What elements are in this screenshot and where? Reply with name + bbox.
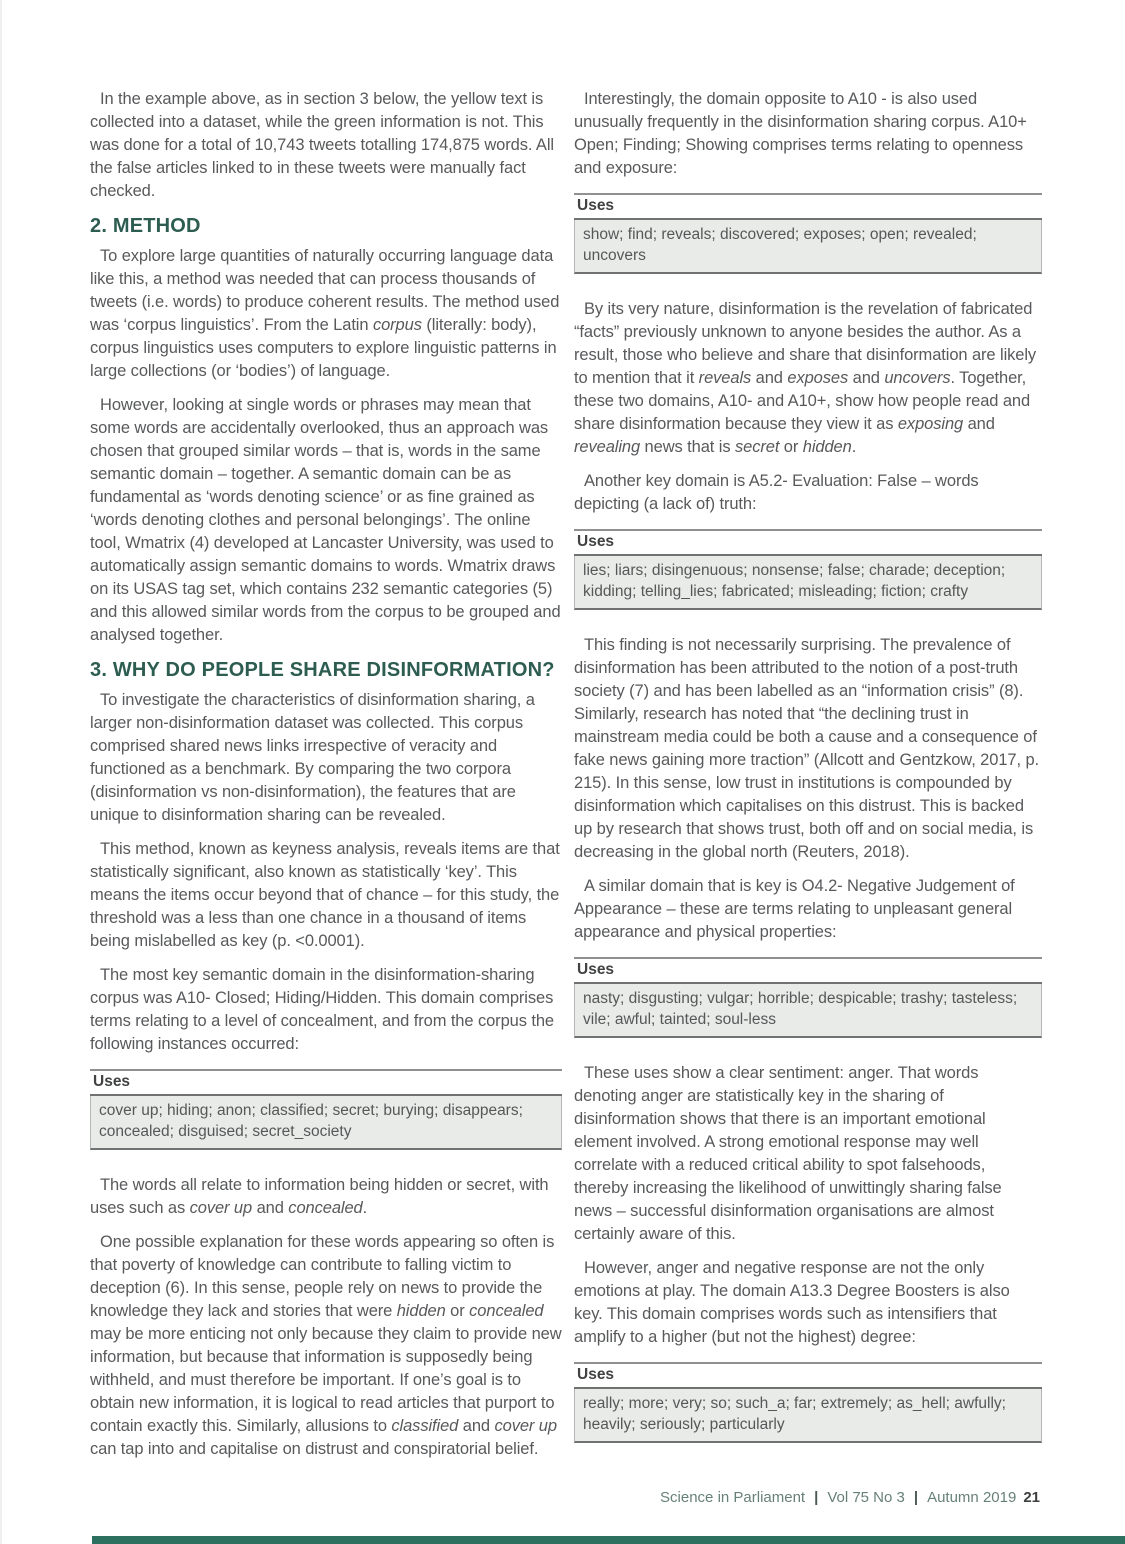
- uses-table-terms: lies; liars; disingenuous; nonsense; false; charade; deception; kidding; telling_lies; fabricated; misleading; fiction; crafty: [574, 556, 1042, 610]
- paragraph-hidden-secret: The words all relate to information being hidden or secret, with uses such as cover up and concealed.: [90, 1176, 549, 1217]
- uses-table-header: Uses: [574, 957, 1042, 984]
- paragraph-example-dataset: In the example above, as in section 3 below, the yellow text is collected into a dataset, while the green information is not. This was done for a total of 10,743 tweets totalling 174,875 words. All the false articles linked to in these tweets were manually fact checked.: [90, 90, 554, 200]
- uses-table-terms: really; more; very; so; such_a; far; extremely; as_hell; awfully; heavily; seriously; particularly: [574, 1389, 1042, 1443]
- section-heading-method: 2. METHOD: [90, 215, 201, 237]
- paragraph-a10-plus-domain: Interestingly, the domain opposite to A10 - is also used unusually frequently in the disinformation sharing corpus. A10+ Open; Finding; Showing comprises terms relating to openness and exposure:: [574, 90, 1027, 177]
- left-column: [90, 88, 562, 1472]
- paragraph-benchmark-corpus: To investigate the characteristics of disinformation sharing, a larger non-disinformation dataset was collected. This corpus comprised shared news links irrespective of veracity and functioned as a benchmark. By comparing the two corpora (disinformation vs non-disinformation), the features that are unique to disinformation sharing can be revealed.: [90, 691, 535, 824]
- uses-table-a10-closed: [90, 1069, 562, 1150]
- uses-table-a10-open: [574, 193, 1042, 274]
- uses-table-header: Uses: [574, 529, 1042, 556]
- paragraph-degree-boosters: However, anger and negative response are not the only emotions at play. The domain A13.3 Degree Boosters is also key. This domain comprises words such as intensifiers that amplify to a higher (but not the highest) degree:: [574, 1259, 1010, 1346]
- paragraph-revelation-fabricated: By its very nature, disinformation is the revelation of fabricated “facts” previously unknown to anyone besides the author. As a result, those who believe and share that disinformation are likely to mention that it reveals and exposes and uncovers. Together, these two domains, A10- and A10+, show how people read and share disinformation because they view it as exposing and revealing news that is secret or hidden.: [574, 300, 1037, 456]
- section-heading-why-share: 3. WHY DO PEOPLE SHARE DISINFORMATION?: [90, 659, 555, 681]
- paragraph-a52-evaluation-false: Another key domain is A5.2- Evaluation: False – words depicting (a lack of) truth:: [574, 472, 979, 513]
- paragraph-a10-closed-domain: The most key semantic domain in the disinformation-sharing corpus was A10- Closed; Hiding/Hidden. This domain comprises terms relating to a level of concealment, and from the corpus the following instances occurred:: [90, 966, 554, 1053]
- uses-table-header: Uses: [574, 193, 1042, 220]
- uses-table-header: Uses: [90, 1069, 562, 1096]
- uses-table-terms: cover up; hiding; anon; classified; secret; burying; disappears; concealed; disguised; secret_society: [90, 1096, 562, 1150]
- footer-separator: |: [913, 1489, 919, 1506]
- paragraph-corpus-linguistics: To explore large quantities of naturally occurring language data like this, a method was needed that can process thousands of tweets (i.e. words) to produce coherent results. The method used was ‘corpus linguistics’. From the Latin corpus (literally: body), corpus linguistics uses computers to explore linguistic patterns in large collections (or ‘bodies’) of language.: [90, 247, 560, 380]
- uses-table-a52-false: [574, 529, 1042, 610]
- uses-table-header: Uses: [574, 1362, 1042, 1389]
- uses-table-a133-boosters: [574, 1362, 1042, 1443]
- footer-separator: |: [814, 1489, 819, 1506]
- paragraph-o42-negative-judgement: A similar domain that is key is O4.2- Negative Judgement of Appearance – these are terms relating to unpleasant general appearance and physical properties:: [574, 877, 1015, 941]
- volume-info: Vol 75 No 3: [827, 1489, 905, 1506]
- paragraph-poverty-of-knowledge: One possible explanation for these words appearing so often is that poverty of knowledge can contribute to falling victim to deception (6). In this sense, people rely on news to provide the knowledge they lack and stories that were hidden or concealed may be more enticing not only because they claim to provide new information, but because that information is supposedly being withheld, and must therefore be important. If one’s goal is to obtain new information, it is logical to read articles that purport to contain exactly this. Similarly, allusions to classified and cover up can tap into and capitalise on distrust and conspiratorial belief.: [90, 1233, 562, 1458]
- issue-info: Autumn 2019: [927, 1489, 1017, 1506]
- journal-name: Science in Parliament: [660, 1489, 806, 1506]
- uses-table-o42-negative: [574, 957, 1042, 1038]
- uses-table-terms: show; find; reveals; discovered; exposes; open; revealed; uncovers: [574, 220, 1042, 274]
- paragraph-keyness-analysis: This method, known as keyness analysis, reveals items are that statistically significant, also known as statistically ‘key’. This means the items occur beyond that of chance – for this study, the threshold was a less than one chance in a thousand of items being mislabelled as key (p. <0.0001).: [90, 840, 560, 950]
- uses-table-terms: nasty; disgusting; vulgar; horrible; despicable; trashy; tasteless; vile; awful; tainted; soul-less: [574, 984, 1042, 1038]
- bottom-accent-bar: [92, 1536, 1125, 1544]
- page-footer: [660, 1489, 1040, 1506]
- paragraph-semantic-domains: However, looking at single words or phrases may mean that some words are accidentally overlooked, thus an approach was chosen that grouped similar words – that is, words in the same semantic domain – together. A semantic domain can be as fundamental as ‘words denoting science’ or as fine grained as ‘words denoting clothes and personal belongings’. The online tool, Wmatrix (4) developed at Lancaster University, was used to automatically assign semantic domains to words. Wmatrix draws on its USAS tag set, which contains 232 semantic categories (5) and this allowed similar words from the corpus to be grouped and analysed together.: [90, 396, 561, 644]
- right-column: [574, 88, 1042, 1467]
- paragraph-post-truth-society: This finding is not necessarily surprising. The prevalence of disinformation has been attributed to the notion of a post-truth society (7) and has been labelled as an “information crisis” (8). Similarly, research has noted that “the declining trust in mainstream media could be both a cause and a consequence of fake news gaining more traction” (Allcott and Gentzkow, 2017, p. 215). In this sense, low trust in institutions is compounded by disinformation which capitalises on this distrust. This is backed up by research that shows trust, both off and on social media, is decreasing in the global north (Reuters, 2018).: [574, 636, 1040, 861]
- page-number: 21: [1023, 1489, 1040, 1506]
- paragraph-anger-sentiment: These uses show a clear sentiment: anger. That words denoting anger are statistically key in the sharing of disinformation shows that there is an important emotional element involved. A strong emotional response may well correlate with a reduced critical ability to spot falsehoods, thereby increasing the likelihood of unwittingly sharing false news – successful disinformation organisations are almost certainly aware of this.: [574, 1064, 1002, 1243]
